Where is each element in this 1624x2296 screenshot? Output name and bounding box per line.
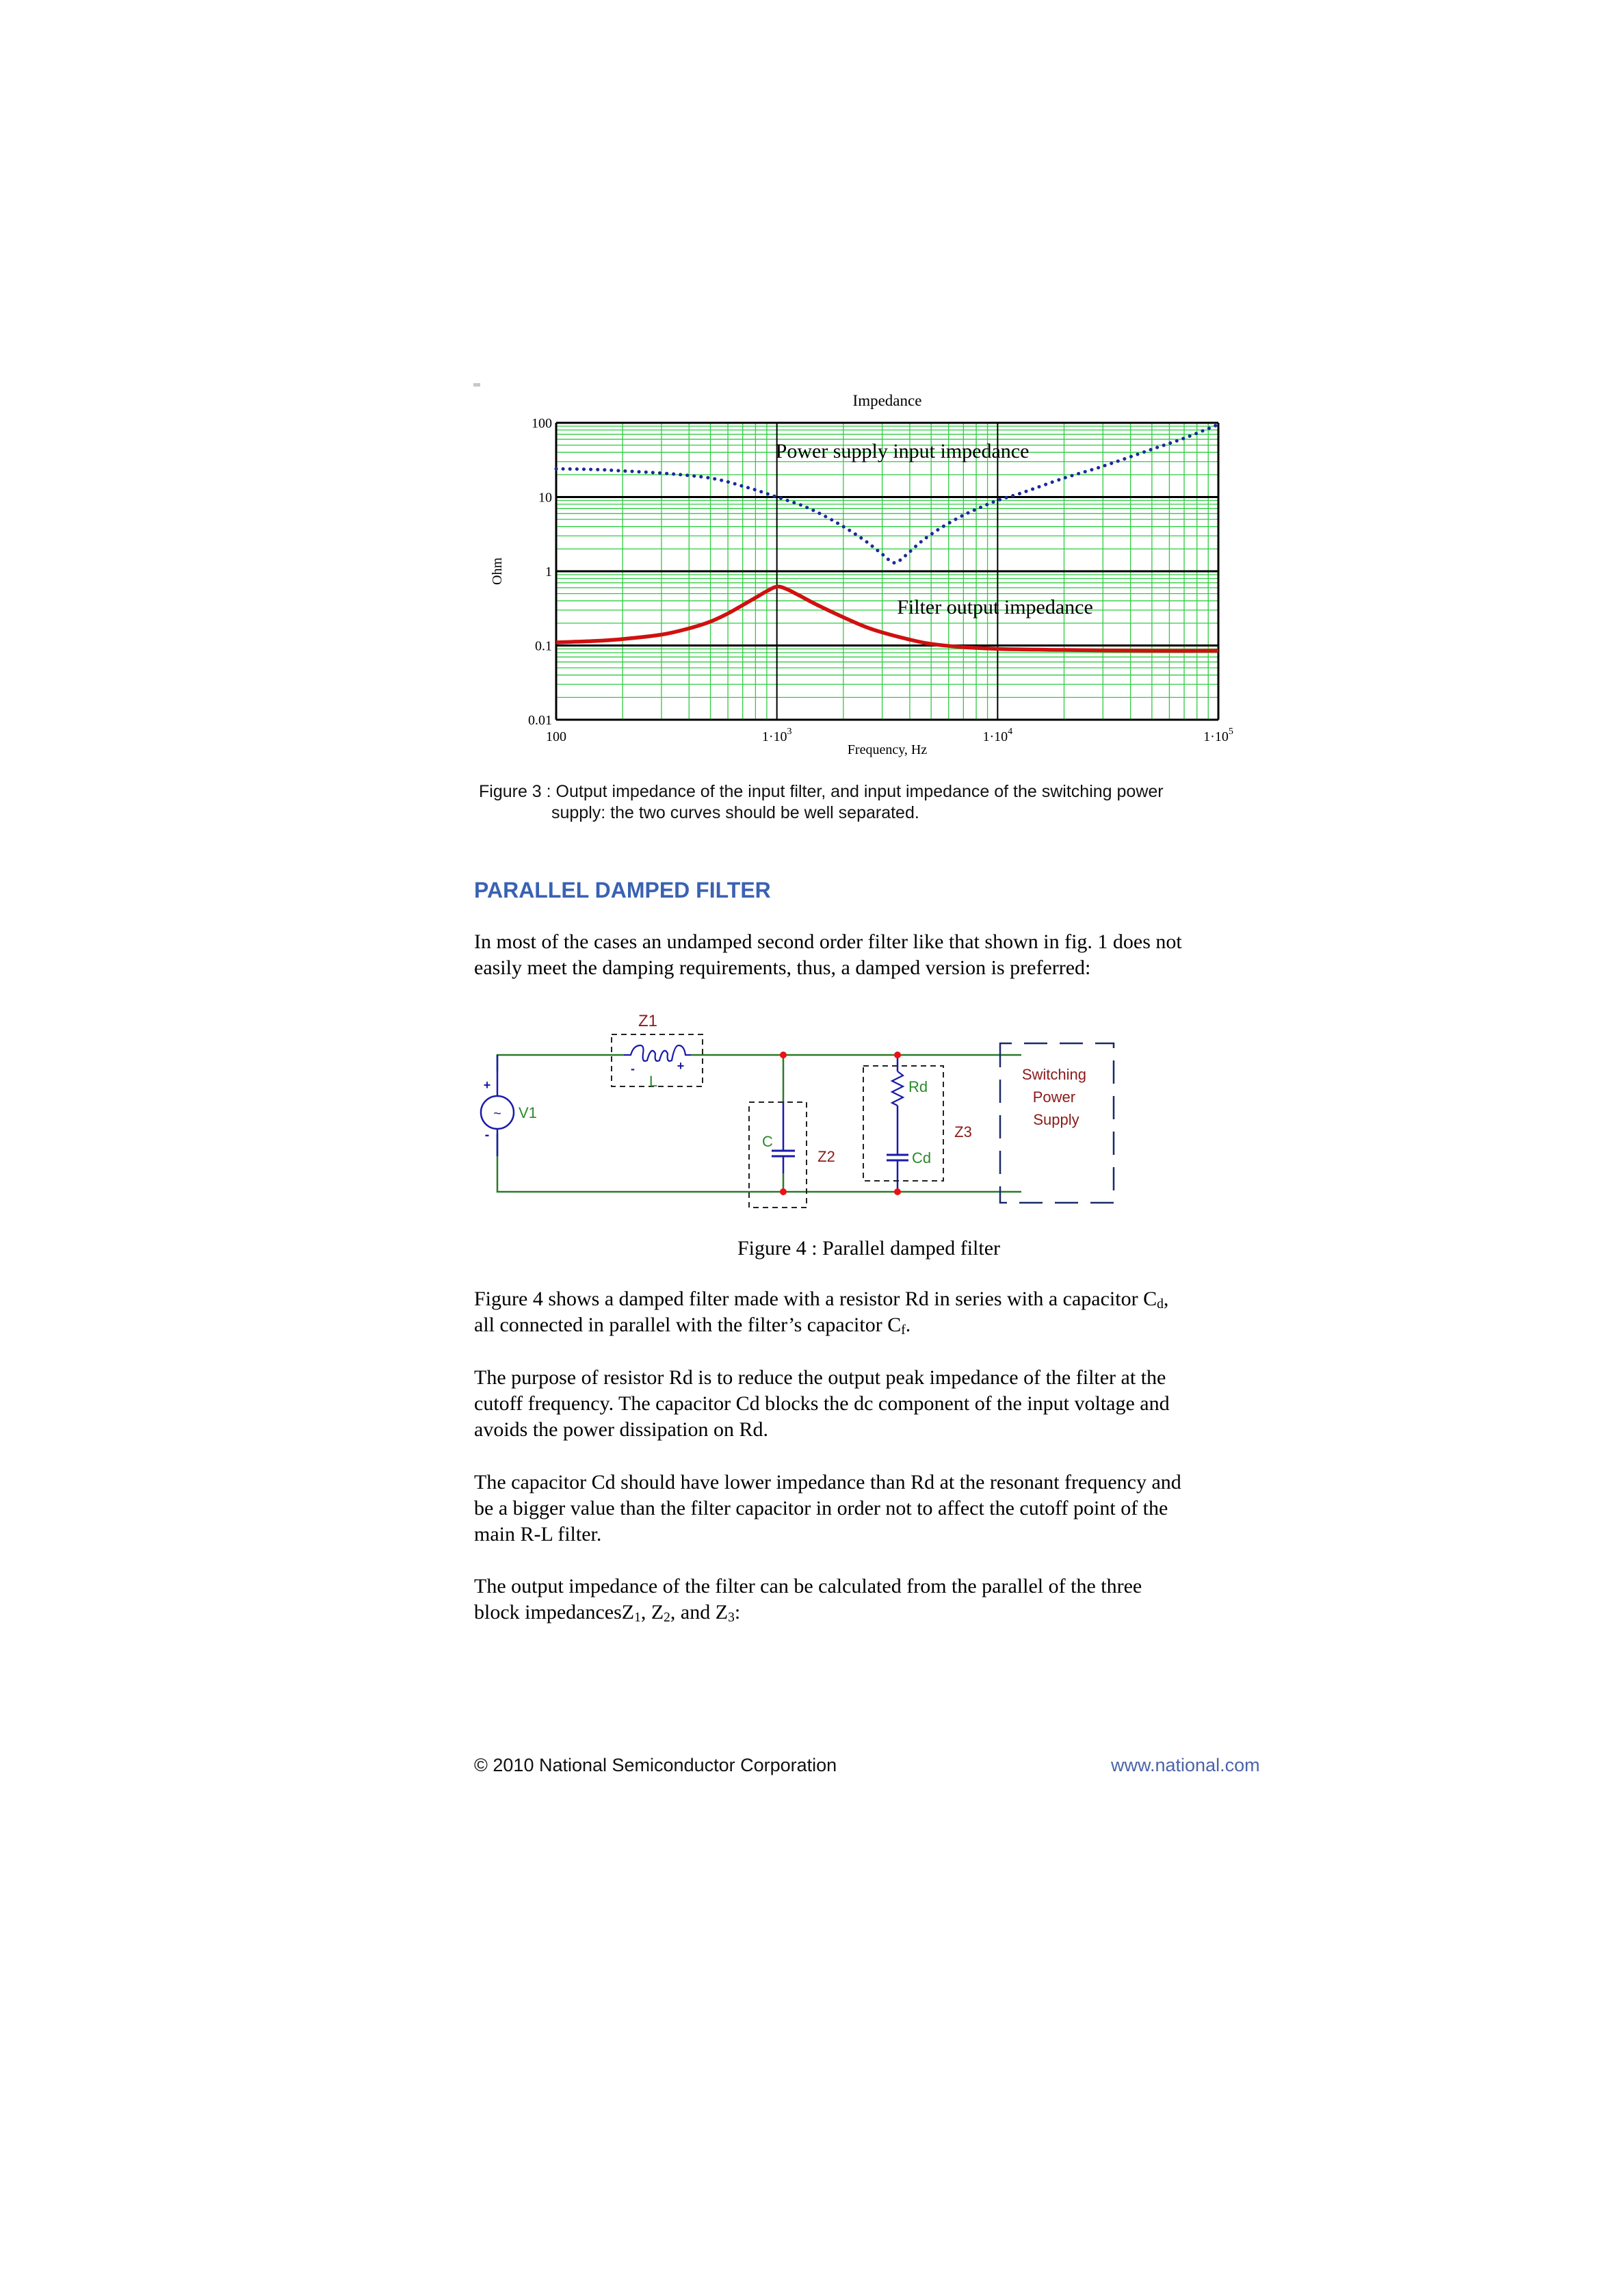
capacitor-label: C	[762, 1133, 773, 1150]
footer-copyright: © 2010 National Semiconductor Corporation	[474, 1755, 837, 1775]
x-tick-exponent: 3	[787, 727, 792, 737]
z3-label: Z3	[954, 1123, 972, 1140]
chart-title: Impedance	[852, 393, 922, 409]
series-filter-output-impedance	[556, 586, 1218, 651]
x-axis-label: Frequency, Hz	[847, 742, 928, 757]
load-label-line2: Power	[1032, 1088, 1076, 1106]
intro-line2: easily meet the damping requirements, thus, a damped version is preferred:	[474, 956, 1091, 979]
z1-label: Z1	[638, 1012, 658, 1030]
wire-left-top	[497, 1055, 624, 1071]
y-tick-label: 10	[538, 490, 552, 506]
annotation-power-supply: Power supply input impedance	[775, 439, 1030, 462]
paragraph4-line3: main R-L filter.	[474, 1523, 602, 1545]
paragraph2-line2	[474, 1312, 1274, 1338]
inductor-plus: +	[677, 1059, 685, 1073]
p5-l2-post: :	[734, 1601, 741, 1623]
x-tick-label: $1\cdot 10^3$	[761, 727, 792, 744]
source-plus: +	[483, 1078, 491, 1092]
p2-l1-text: Figure 4 shows a damped filter made with a resistor Rd in series with a capacitor C	[474, 1288, 1157, 1310]
paragraph5-line2	[474, 1600, 1274, 1626]
paragraph4-line1: The capacitor Cd should have lower impedance than Rd at the resonant frequency and	[474, 1471, 1181, 1493]
y-axis-label: Ohm	[490, 558, 505, 585]
load-label-line1: Switching	[1021, 1066, 1087, 1083]
inductor-label: L	[649, 1073, 658, 1090]
section-heading: PARALLEL DAMPED FILTER	[474, 878, 771, 902]
p2-l1-sub: d	[1157, 1297, 1164, 1312]
x-tick-label: 100	[546, 729, 566, 744]
voltage-source-v1	[481, 1055, 537, 1156]
figure3-caption	[479, 781, 1272, 824]
z3-block	[863, 1052, 972, 1195]
node-dot-top-2	[894, 1052, 901, 1058]
paragraph-purpose-rd	[474, 1365, 1274, 1443]
x-tick-exponent: 5	[1228, 727, 1233, 737]
p5-sub1: 1	[634, 1610, 641, 1625]
parallel-damped-filter-circuit	[472, 999, 1129, 1218]
paragraph5-line1: The output impedance of the filter can be calculated from the parallel of the three	[474, 1575, 1142, 1597]
figure3-caption-line1: Figure 3 : Output impedance of the input filter, and input impedance of the switching power	[479, 782, 1164, 801]
p2-l1-post: ,	[1163, 1288, 1169, 1310]
paragraph3-line1: The purpose of resistor Rd is to reduce the output peak impedance of the filter at the	[474, 1366, 1166, 1389]
p2-l2-text: all connected in parallel with the filter’s capacitor C	[474, 1314, 902, 1336]
p5-sub2: 2	[664, 1610, 670, 1625]
intro-paragraph	[474, 929, 1274, 981]
z2-label: Z2	[817, 1148, 835, 1165]
paragraph4-line2: be a bigger value than the filter capacitor in order not to affect the cutoff point of the	[474, 1497, 1168, 1519]
switching-power-supply-block	[1000, 1043, 1114, 1203]
p5-sep2: , and Z	[670, 1601, 729, 1623]
paragraph2-line1	[474, 1286, 1274, 1312]
resistor-label: Rd	[908, 1078, 928, 1095]
p5-sub3: 3	[728, 1610, 735, 1625]
figure3-caption-line2: supply: the two curves should be well separated.	[551, 803, 919, 822]
source-label: V1	[519, 1104, 537, 1121]
z3-box	[863, 1066, 943, 1181]
x-tick-label: $1\cdot 10^4$	[982, 727, 1013, 744]
x-tick-label: $1\cdot 10^5$	[1203, 727, 1233, 744]
resistor-icon	[892, 1071, 903, 1106]
x-tick-exponent: 4	[1008, 727, 1013, 737]
impedance-chart	[479, 393, 1272, 763]
p2-l2-post: .	[905, 1314, 911, 1336]
p5-sep1: , Z	[640, 1601, 664, 1623]
damping-capacitor-label: Cd	[912, 1149, 932, 1166]
y-tick-label: 1	[545, 564, 552, 579]
node-dot-top-1	[780, 1052, 787, 1058]
paragraph-damped-filter	[474, 1286, 1274, 1338]
intro-line1: In most of the cases an undamped second order filter like that shown in fig. 1 does not	[474, 930, 1182, 953]
source-minus: -	[484, 1127, 490, 1143]
paragraph3-line3: avoids the power dissipation on Rd.	[474, 1418, 768, 1441]
paragraph3-line2: cutoff frequency. The capacitor Cd blocks the dc component of the input voltage and	[474, 1392, 1170, 1415]
tick-labels	[528, 416, 1233, 744]
p5-l2-text: block impedancesZ	[474, 1601, 635, 1623]
node-dot-bottom-1	[780, 1188, 787, 1195]
annotation-filter-output: Filter output impedance	[897, 596, 1093, 619]
figure4-caption: Figure 4 : Parallel damped filter	[737, 1237, 1001, 1260]
source-symbol: ~	[493, 1106, 501, 1121]
paragraph-cd-value	[474, 1470, 1274, 1548]
y-tick-label: 100	[532, 416, 552, 431]
inductor-minus: -	[631, 1062, 635, 1075]
load-label-line3: Supply	[1033, 1111, 1079, 1128]
y-tick-label: 0.1	[535, 638, 552, 654]
node-dot-bottom-2	[894, 1188, 901, 1195]
page-marker	[473, 383, 480, 387]
footer-website-link[interactable]: www.national.com	[1111, 1755, 1260, 1775]
load-label	[1022, 1066, 1090, 1128]
z1-block	[612, 1012, 703, 1090]
z2-block	[749, 1052, 835, 1208]
y-tick-label: 0.01	[528, 713, 552, 728]
paragraph-output-impedance	[474, 1574, 1274, 1626]
p2-l2-sub: f	[901, 1323, 906, 1338]
